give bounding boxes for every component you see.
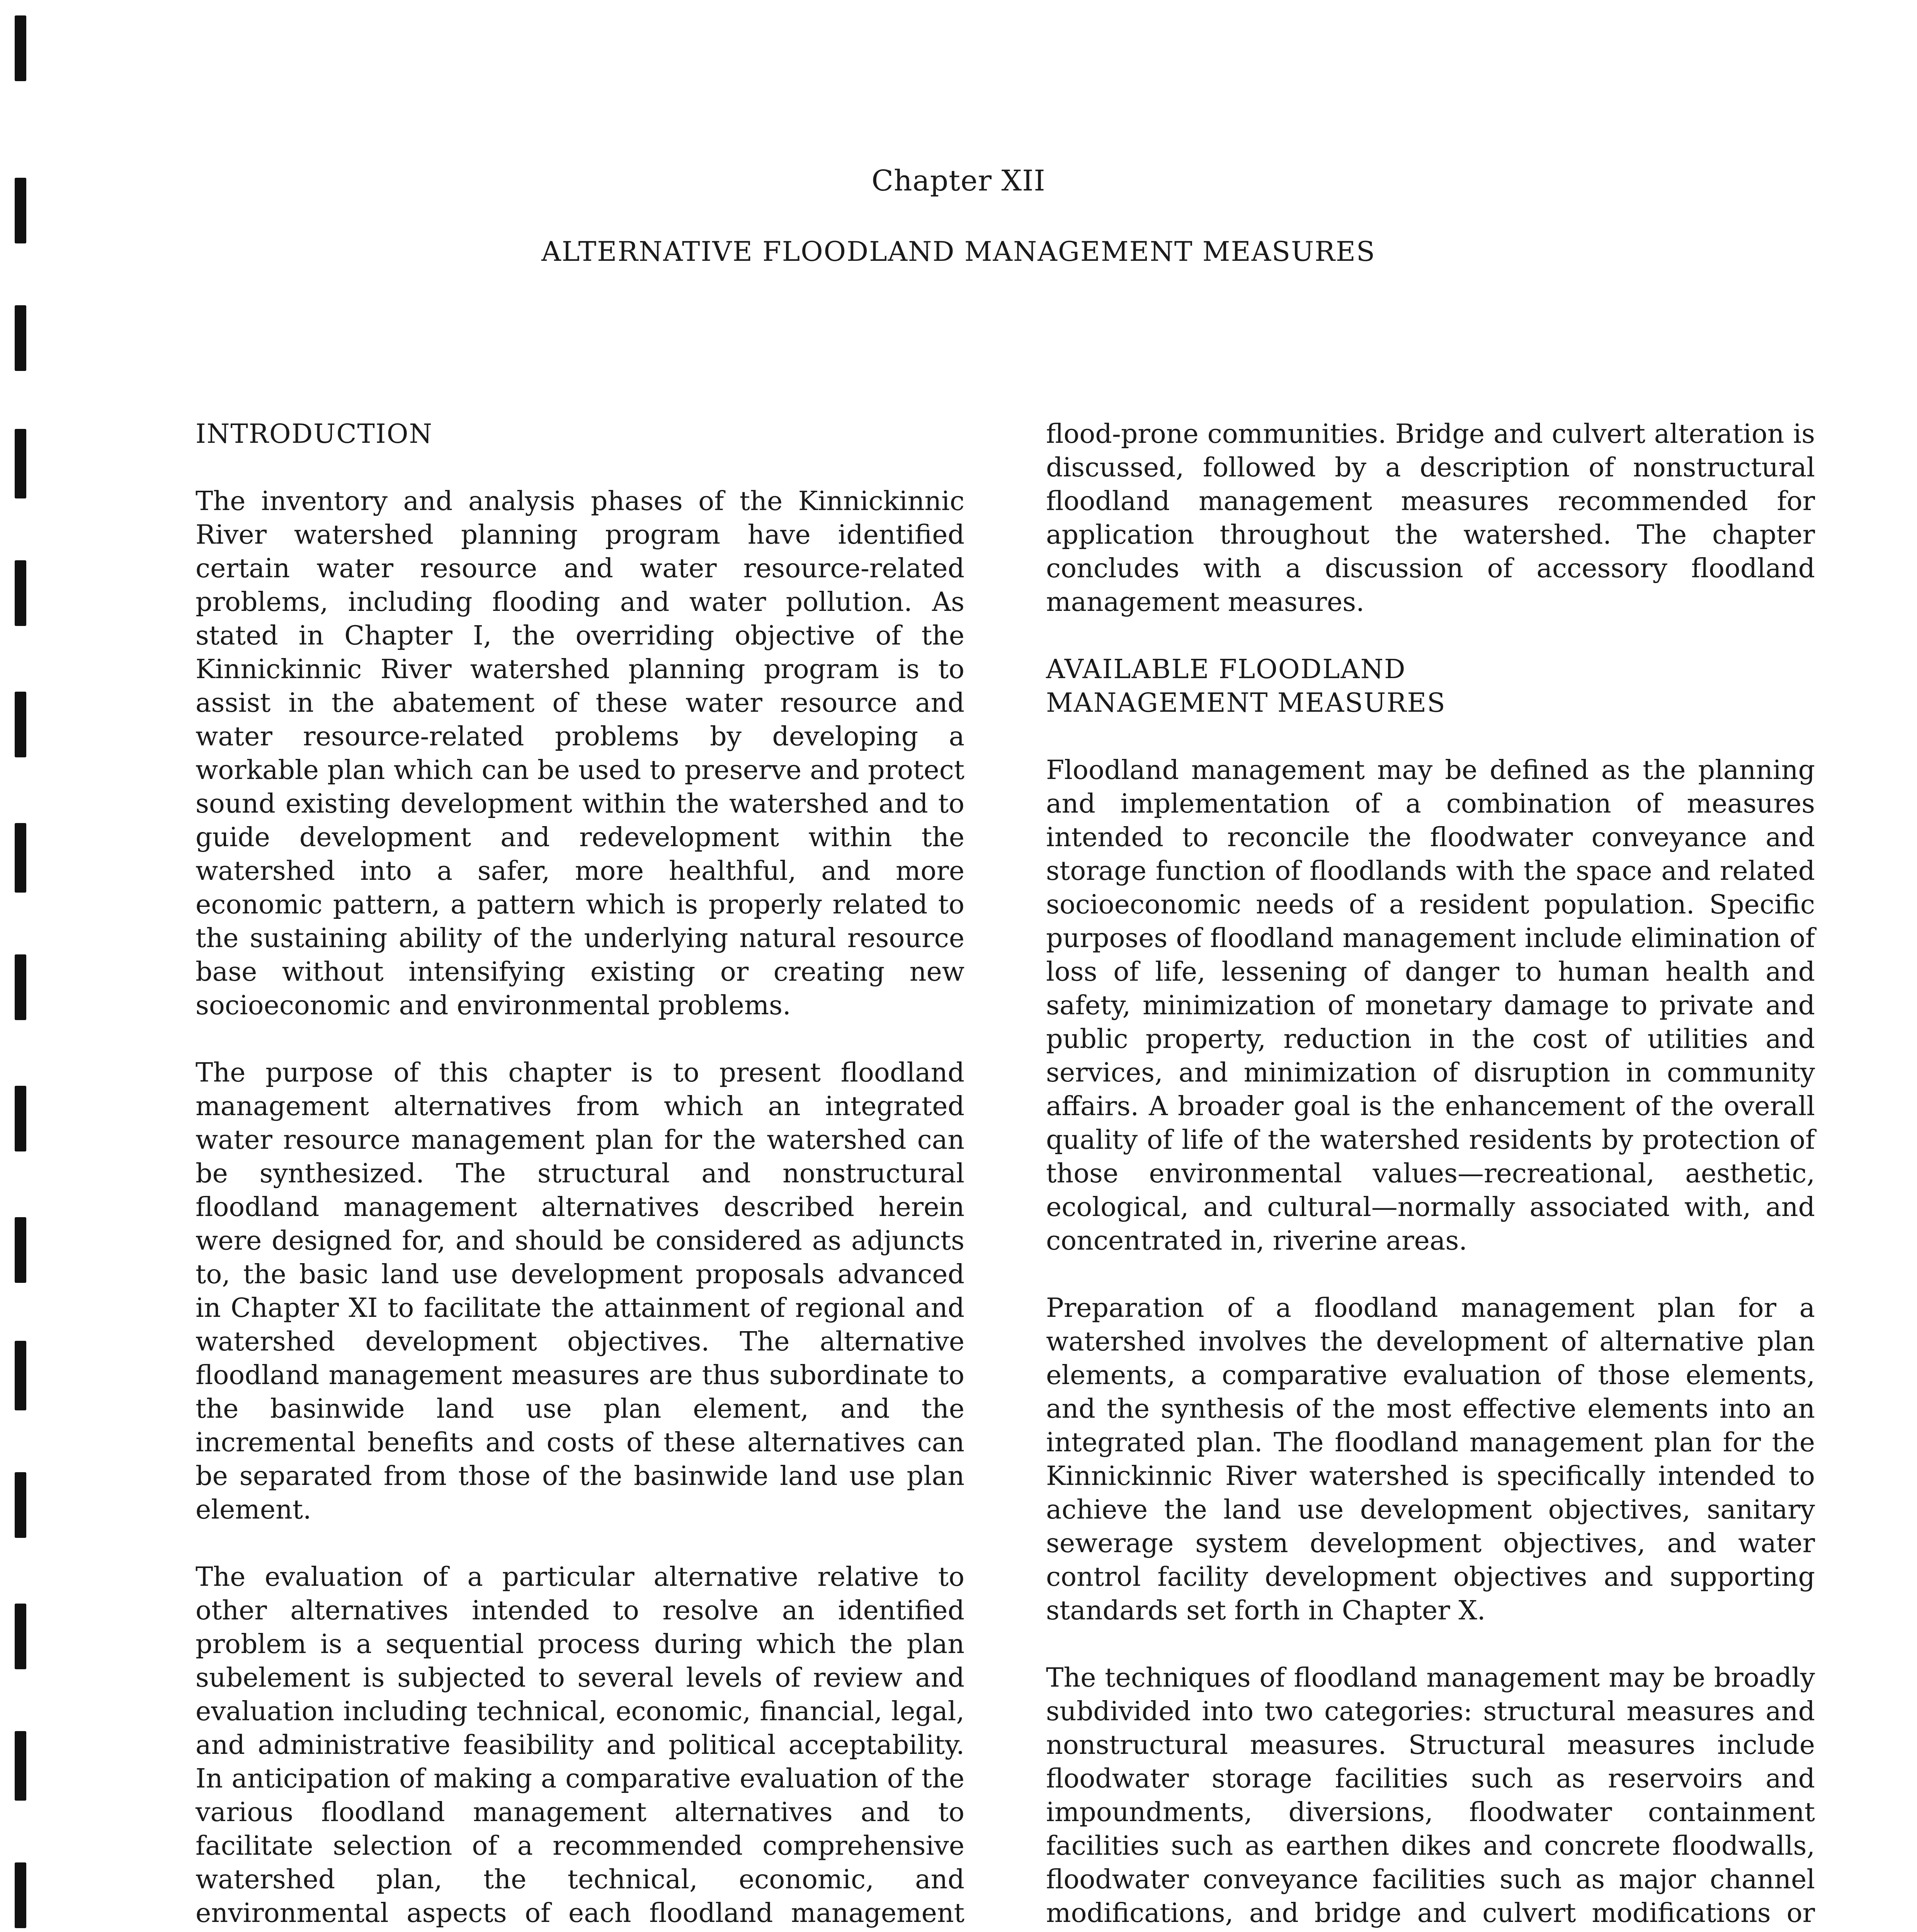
left-column: [196, 417, 964, 1932]
chapter-title: ALTERNATIVE FLOODLAND MANAGEMENT MEASURES: [541, 236, 1376, 267]
edge-mark: [15, 823, 26, 893]
edge-mark: [15, 305, 26, 371]
edge-mark: [15, 1341, 26, 1410]
available-measures-heading: [1046, 653, 1815, 720]
edge-mark: [15, 1731, 26, 1801]
intro-paragraph-1: The inventory and analysis phases of the Kinnickinnic River watershed planning program have identified certain water resource and water resource-related problems, including flooding and water pollution. As stated in Chapter I, the overriding objective of the Kinnickinnic River watershed planning program is to assist in the abatement of these water resource and water resource-related problems by developing a workable plan which can be used to preserve and protect sound existing development within the watershed and to guide development and redevelopment within the watershed into a safer, more healthful, and more economic pattern, a pattern which is properly related to the sustaining ability of the underlying natural resource base without intensifying existing or creating new socioeconomic and environmental problems.: [196, 486, 964, 1021]
chapter-number: Chapter XII: [871, 164, 1046, 197]
edge-mark: [15, 1217, 26, 1283]
measures-paragraph-2: Preparation of a floodland management plan for a watershed involves the development of alternative plan elements, a comparative evaluation of those elements, and the synthesis of the most effective elements into an integrated plan. The floodland management plan for the Kinnickinnic River watershed is specifically intended to achieve the land use development objectives, sanitary sewerage system development objectives, and water control facility development objectives and supporting standards set forth in Chapter X.: [1046, 1293, 1815, 1626]
measures-paragraph-3: The techniques of floodland management may be broadly subdivided into two categories: structural measures and nonstructural measures. Structural measures include floodwater storage facilities such as reservoirs and impoundments, diversions, floodwater containment facilities such as earthen dikes and concrete floodwalls, floodwater conveyance facilities such as major channel modifications, and bridge and culvert modifications or: [1046, 1663, 1815, 1929]
introduction-heading: INTRODUCTION: [196, 419, 433, 449]
heading-line-1: AVAILABLE FLOODLAND: [1046, 654, 1406, 685]
edge-mark: [15, 1862, 26, 1928]
edge-mark: [15, 15, 26, 81]
edge-mark: [15, 954, 26, 1020]
edge-mark: [15, 429, 26, 498]
edge-mark: [15, 1472, 26, 1538]
intro-paragraph-2: The purpose of this chapter is to present floodland management alternatives from which an integrated water resource management plan for the watershed can be synthesized. The structural and nonstructural floodland management alternatives described herein were designed for, and should be considered as adjuncts to, the basic land use development proposals advanced in Chapter XI to facilitate the attainment of regional and watershed development objectives. The alternative floodland management measures are thus subordinate to the basinwide land use plan element, and the incremental benefits and costs of these alternatives can be separated from those of the basinwide land use plan element.: [196, 1058, 964, 1525]
intro-paragraph-3: The evaluation of a particular alternative relative to other alternatives intended to resolve an identified problem is a sequential process during which the plan subelement is subjected to several levels of review and evaluation including technical, economic, financial, legal, and administrative feasibility and political acceptability. In anticipation of making a comparative evaluation of the various floodland management alternatives and to facilitate selection of a recommended comprehensive watershed plan, the technical, economic, and environmental aspects of each floodland management: [196, 1562, 964, 1929]
heading-line-2: MANAGEMENT MEASURES: [1046, 688, 1446, 718]
continuation-paragraph: flood-prone communities. Bridge and culvert alteration is discussed, followed by a description of nonstructural floodland management measures recommended for application throughout the watershed. The chapter concludes with a discussion of accessory floodland management measures.: [1046, 419, 1815, 617]
edge-mark: [15, 1604, 26, 1669]
edge-mark: [15, 692, 26, 757]
measures-paragraph-1: Floodland management may be defined as the planning and implementation of a combination of measures intended to reconcile the floodwater conveyance and storage function of floodlands with the space and related socioeconomic needs of a resident population. Specific purposes of floodland management include elimination of loss of life, lessening of danger to human health and safety, minimization of monetary damage to private and public property, reduction in the cost of utilities and services, and minimization of disruption in community affairs. A broader goal is the enhancement of the overall quality of life of the watershed residents by protection of those environmental values—recreational, aesthetic, ecological, and cultural—normally associated with, and concentrated in, riverine areas.: [1046, 755, 1815, 1256]
right-column: [1046, 417, 1815, 1932]
edge-mark: [15, 1086, 26, 1151]
binding-edge-marks: [0, 0, 31, 1932]
edge-mark: [15, 560, 26, 626]
